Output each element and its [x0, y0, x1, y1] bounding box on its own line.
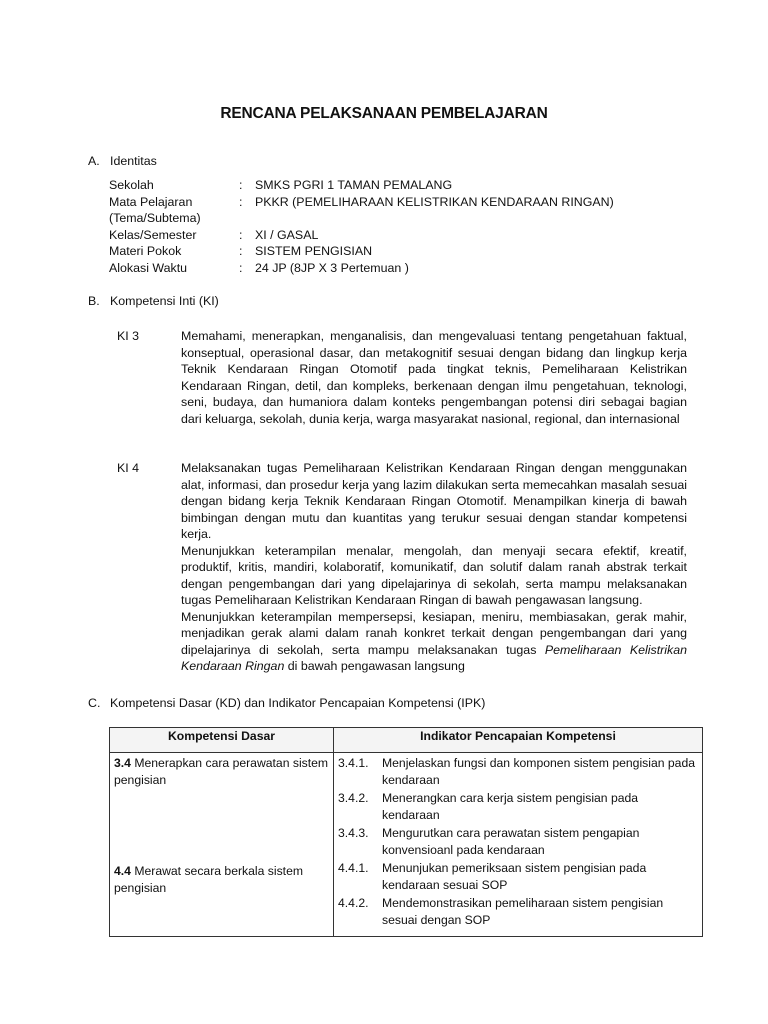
ipk-item — [338, 860, 698, 894]
ipk-number: 3.4.2. — [338, 791, 369, 805]
identitas-label: Sekolah — [109, 178, 154, 192]
header-kompetensi-dasar: Kompetensi Dasar — [110, 728, 334, 753]
ipk-text: Menunjukan pemeriksaan sistem pengisian pada kendaraan sesuai SOP — [382, 861, 647, 892]
identitas-colon: : — [239, 178, 243, 192]
section-a-title: Identitas — [110, 154, 157, 168]
identitas-row — [109, 210, 614, 227]
ki3-code: KI 3 — [117, 329, 140, 343]
ki4-paragraph-3 — [181, 609, 687, 675]
section-a-heading — [88, 153, 157, 170]
kd-number: 3.4 — [114, 756, 131, 770]
identitas-value: 24 JP (8JP X 3 Pertemuan ) — [255, 260, 409, 275]
section-b-heading — [88, 293, 219, 310]
identitas-colon: : — [239, 194, 243, 209]
kd-item-3-4 — [114, 755, 329, 863]
ipk-cell — [334, 753, 703, 937]
ipk-item — [338, 895, 698, 929]
ipk-number: 3.4.3. — [338, 826, 369, 840]
ipk-number: 3.4.1. — [338, 756, 369, 770]
kd-text: Merawat secara berkala sistem pengisian — [114, 864, 303, 895]
identitas-value: SMKS PGRI 1 TAMAN PEMALANG — [255, 178, 453, 192]
ki4-paragraph-2: Menunjukkan keterampilan menalar, mengolah, dan menyaji secara efektif, kreatif, produktif, kritis, mandiri, kolaboratif, komunikatif, dan solutif dalam ranah abstrak terkait dengan pengembangan dari yang dipelajarinya di sekolah, serta mampu melaksanakan tugas Pemeliharaan Kelistrikan Kendaraan Ringan di bawah pengawasan langsung. — [181, 543, 687, 607]
ipk-text: Mengurutkan cara perawatan sistem pengapian konvensioanl pada kendaraan — [382, 826, 640, 857]
ki4-p3-emphasis: Pemeliharaan Kelistrikan Kendaraan Ringan — [181, 642, 687, 673]
ipk-text: Menerangkan cara kerja sistem pengisian pada kendaraan — [382, 791, 639, 822]
document-title: RENCANA PELAKSANAAN PEMBELAJARAN — [220, 105, 548, 122]
header-indikator: Indikator Pencapaian Kompetensi — [334, 728, 703, 753]
identitas-colon: : — [239, 244, 243, 258]
section-c-heading — [88, 695, 485, 712]
ipk-item — [338, 825, 698, 859]
section-b-letter: B. — [88, 294, 100, 308]
identitas-colon: : — [239, 227, 243, 242]
section-c-letter: C. — [88, 696, 101, 710]
identitas-label: Kelas/Semester — [109, 227, 197, 242]
ipk-text: Mendemonstrasikan pemeliharaan sistem pengisian sesuai dengan SOP — [382, 896, 664, 927]
identitas-row — [109, 243, 614, 260]
identitas-row — [109, 227, 614, 244]
ipk-number: 4.4.1. — [338, 861, 369, 875]
section-a-letter: A. — [88, 154, 100, 168]
ki4-block — [117, 460, 687, 675]
kd-item-4-4 — [114, 863, 329, 897]
section-b-title: Kompetensi Inti (KI) — [110, 294, 219, 308]
ki4-paragraph-1: Melaksanakan tugas Pemeliharaan Kelistrikan Kendaraan Ringan dengan menggunakan alat, informasi, dan prosedur kerja yang lazim dilakukan serta memecahkan masalah sesuai dengan bidang kerja Teknik Kendaraan Ringan Otomotif. Menampilkan kinerja di bawah bimbingan dengan mutu dan kuantitas yang terukur sesuai dengan standar kompetensi kerja. — [181, 461, 687, 541]
ki4-p3-start: Menunjukkan keterampilan mempersepsi, kesiapan, meniru, membiasakan, gerak mahir, menjadikan gerak alami dalam ranah konkret terkait dengan pengembangan dari yang dipelajarinya di sekolah, serta mampu melaksanakan tugas — [181, 609, 687, 657]
kd-ipk-table — [109, 727, 703, 937]
identitas-row — [109, 260, 614, 277]
ki3-text: Memahami, menerapkan, menganalisis, dan mengevaluasi tentang pengetahuan faktual, konseptual, operasional dasar, dan metakognitif sesuai dengan bidang dan lingkup kerja Teknik Kendaraan Ringan Otomotif pada tingkat teknis, Pemeliharaan Kelistrikan Kendaraan Ringan, detil, dan kompleks, berkenaan dengan ilmu pengetahuan, teknologi, seni, budaya, dan humaniora dalam konteks pengembangan potensi diri sebagai bagian dari keluarga, sekolah, dunia kerja, warga masyarakat nasional, regional, dan internasional — [181, 329, 687, 426]
kd-number: 4.4 — [114, 864, 131, 878]
identitas-row — [109, 177, 614, 194]
identitas-value: PKKR (PEMELIHARAAN KELISTRIKAN KENDARAAN RINGAN) — [255, 194, 614, 209]
table-row — [110, 753, 703, 937]
ipk-item — [338, 790, 698, 824]
identitas-list — [109, 177, 614, 276]
ipk-text: Menjelaskan fungsi dan komponen sistem pengisian pada kendaraan — [382, 756, 696, 787]
identitas-label: (Tema/Subtema) — [109, 211, 201, 225]
identitas-colon: : — [239, 260, 243, 275]
identitas-row — [109, 194, 614, 211]
identitas-label: Materi Pokok — [109, 244, 182, 258]
identitas-value: XI / GASAL — [255, 227, 319, 242]
table-header-row — [110, 728, 703, 753]
identitas-value: SISTEM PENGISIAN — [255, 244, 373, 258]
ki3-block — [117, 328, 687, 427]
ipk-item — [338, 755, 698, 789]
identitas-label: Alokasi Waktu — [109, 260, 188, 275]
ipk-number: 4.4.2. — [338, 896, 369, 910]
section-c-title: Kompetensi Dasar (KD) dan Indikator Pencapaian Kompetensi (IPK) — [110, 696, 486, 710]
identitas-colon — [239, 210, 255, 227]
ki4-p3-end: di bawah pengawasan langsung — [284, 659, 465, 673]
identitas-label: Mata Pelajaran — [109, 194, 193, 209]
kd-text: Menerapkan cara perawatan sistem pengisian — [114, 756, 329, 787]
kd-cell — [110, 753, 334, 937]
ki4-code: KI 4 — [117, 461, 140, 475]
